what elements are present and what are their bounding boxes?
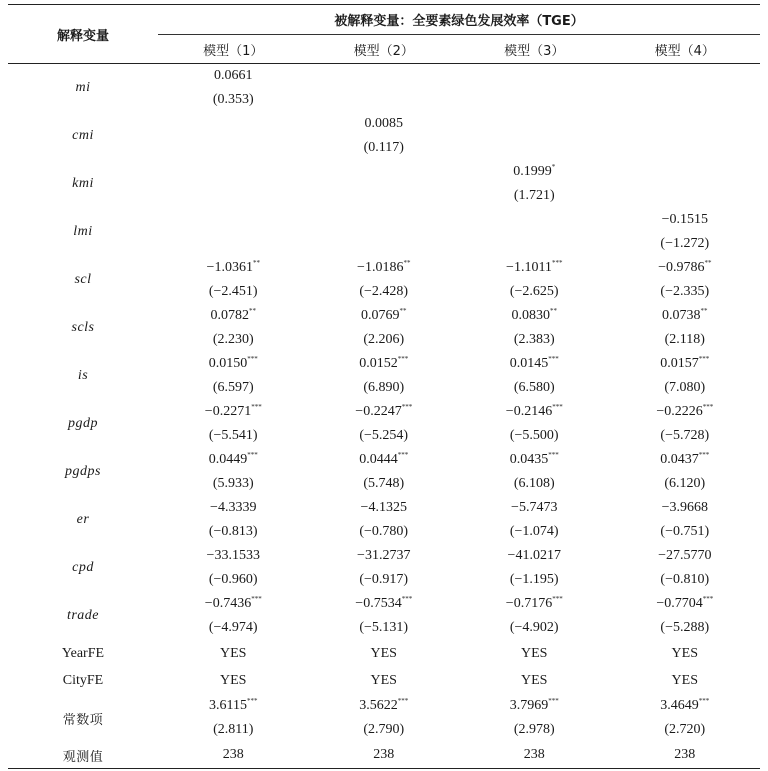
t-stat-cell xyxy=(309,184,460,208)
table-row-coef xyxy=(8,304,760,328)
significance-stars: *** xyxy=(397,451,409,459)
coef-cell xyxy=(158,544,309,568)
coef-value: −0.7704 xyxy=(656,596,703,611)
coef-value: −27.5770 xyxy=(658,548,712,563)
table-row-coef xyxy=(8,208,760,232)
coef-cell xyxy=(459,256,610,280)
variable-name: 观测值 xyxy=(62,749,104,765)
coef-value: −0.9786 xyxy=(658,260,705,275)
t-stat-cell: (2.383) xyxy=(513,332,555,347)
significance-stars: *** xyxy=(702,595,714,603)
fe-value-cell: YES xyxy=(220,645,247,661)
coef-cell xyxy=(459,352,610,376)
obs-value-cell: 238 xyxy=(674,747,696,762)
coef-cell xyxy=(610,496,761,520)
significance-stars: ** xyxy=(403,259,411,267)
t-stat-cell xyxy=(158,184,309,208)
coef-value: 0.0449 xyxy=(208,452,248,467)
t-stat-cell: (−1.195) xyxy=(509,572,559,587)
coef-cell xyxy=(309,544,460,568)
significance-stars: *** xyxy=(397,355,409,363)
t-stat-cell: (−4.902) xyxy=(509,620,559,635)
coef-value: 0.0661 xyxy=(214,68,253,83)
t-stat-cell xyxy=(610,136,761,160)
coef-cell xyxy=(610,544,761,568)
coef-cell xyxy=(158,160,309,184)
coef-value: −0.2146 xyxy=(505,404,553,419)
table-row-coef xyxy=(8,160,760,184)
coef-cell xyxy=(610,304,761,328)
t-stat-cell: (2.811) xyxy=(213,722,254,737)
t-stat-cell: (5.748) xyxy=(363,476,405,491)
t-stat-cell xyxy=(459,88,610,112)
significance-stars: *** xyxy=(401,403,413,411)
t-stat-cell xyxy=(610,88,761,112)
significance-stars: ** xyxy=(700,307,708,315)
coef-value: −0.1515 xyxy=(661,212,708,227)
coef-cell xyxy=(158,448,309,472)
fe-value-cell: YES xyxy=(521,672,548,688)
coef-value: −0.7534 xyxy=(355,596,402,611)
coef-value: 0.0150 xyxy=(208,356,248,371)
t-stat-cell: (6.120) xyxy=(664,476,706,491)
coef-cell xyxy=(610,448,761,472)
t-stat-cell: (−5.254) xyxy=(359,428,409,443)
t-stat-cell: (6.108) xyxy=(513,476,555,491)
coef-cell xyxy=(459,448,610,472)
variable-name: CityFE xyxy=(62,672,104,688)
coef-cell xyxy=(610,592,761,616)
coef-cell xyxy=(309,694,460,718)
table-row-coef xyxy=(8,112,760,136)
t-stat-cell: (7.080) xyxy=(664,380,706,395)
coef-cell xyxy=(459,64,610,89)
table-body xyxy=(8,64,760,769)
coef-cell xyxy=(158,208,309,232)
coef-value: 0.0738 xyxy=(662,308,701,323)
coef-value: 3.5622 xyxy=(359,698,398,713)
table-row-observations xyxy=(8,742,760,769)
t-stat-cell: (5.933) xyxy=(212,476,254,491)
header-model-4: 模型（4） xyxy=(610,35,761,64)
t-stat-cell: (1.721) xyxy=(513,188,555,203)
significance-stars: *** xyxy=(698,697,710,705)
coef-cell xyxy=(309,208,460,232)
regression-table xyxy=(8,4,760,769)
coef-cell xyxy=(309,304,460,328)
t-stat-cell: (2.206) xyxy=(363,332,405,347)
variable-name: is xyxy=(77,368,89,383)
variable-name: er xyxy=(76,512,90,527)
table-row-fixed-effect xyxy=(8,640,760,667)
significance-stars: *** xyxy=(401,595,413,603)
coef-value: −31.2737 xyxy=(357,548,411,563)
significance-stars: *** xyxy=(548,697,559,705)
t-stat-cell: (6.597) xyxy=(212,380,254,395)
variable-name: 常数项 xyxy=(62,712,104,728)
significance-stars: *** xyxy=(698,451,710,459)
coef-value: −4.1325 xyxy=(360,500,407,515)
t-stat-cell: (−2.451) xyxy=(208,284,258,299)
table-row-coef xyxy=(8,64,760,89)
coef-cell xyxy=(309,448,460,472)
significance-stars: *** xyxy=(246,697,258,705)
t-stat-cell: (0.117) xyxy=(363,140,404,155)
coef-value: 0.0145 xyxy=(509,356,549,371)
t-stat-cell xyxy=(610,184,761,208)
header-dependent-variable: 被解释变量：全要素绿色发展效率（TGE） xyxy=(158,5,760,35)
coef-value: −0.7436 xyxy=(204,596,252,611)
significance-stars: *** xyxy=(552,595,563,603)
variable-name: cmi xyxy=(72,128,94,143)
significance-stars: *** xyxy=(548,451,559,459)
t-stat-cell: (−5.541) xyxy=(208,428,258,443)
t-stat-cell xyxy=(459,136,610,160)
variable-name: kmi xyxy=(72,176,94,191)
t-stat-cell: (6.890) xyxy=(363,380,405,395)
t-stat-cell: (−5.500) xyxy=(509,428,559,443)
table-row-coef xyxy=(8,400,760,424)
coef-cell xyxy=(158,112,309,136)
variable-name: mi xyxy=(75,80,91,95)
significance-stars: *** xyxy=(251,595,262,603)
coef-value: 0.0444 xyxy=(359,452,398,467)
coef-value: 3.7969 xyxy=(509,698,549,713)
fe-value-cell: YES xyxy=(671,672,698,688)
coef-value: −4.3339 xyxy=(210,500,257,515)
significance-stars: ** xyxy=(399,307,407,315)
coef-value: −1.0361 xyxy=(206,260,253,275)
t-stat-cell: (−0.960) xyxy=(208,572,258,587)
significance-stars: *** xyxy=(552,403,563,411)
t-stat-cell xyxy=(158,136,309,160)
coef-cell xyxy=(158,694,309,718)
t-stat-cell: (−5.131) xyxy=(359,620,409,635)
t-stat-cell: (2.118) xyxy=(664,332,705,347)
obs-value-cell: 238 xyxy=(523,747,545,762)
t-stat-cell: (−0.751) xyxy=(660,524,710,539)
variable-name: trade xyxy=(66,608,100,623)
fe-value-cell: YES xyxy=(521,645,548,661)
coef-cell xyxy=(158,352,309,376)
t-stat-cell: (−0.917) xyxy=(359,572,409,587)
coef-value: 0.0157 xyxy=(660,356,699,371)
table-row-constant xyxy=(8,694,760,718)
t-stat-cell: (−5.288) xyxy=(660,620,710,635)
coef-cell xyxy=(309,400,460,424)
header-model-2: 模型（2） xyxy=(309,35,460,64)
t-stat-cell: (−1.074) xyxy=(509,524,559,539)
coef-cell xyxy=(610,352,761,376)
coef-value: 0.0830 xyxy=(511,308,550,323)
coef-cell xyxy=(158,400,309,424)
variable-name: lmi xyxy=(73,224,93,239)
coef-cell xyxy=(309,592,460,616)
t-stat-cell: (−0.813) xyxy=(208,524,258,539)
t-stat-cell: (2.230) xyxy=(212,332,254,347)
table-row-coef xyxy=(8,352,760,376)
coef-value: −1.1011 xyxy=(506,260,552,275)
regression-table-container xyxy=(8,4,760,769)
coef-cell xyxy=(309,256,460,280)
t-stat-cell: (−0.780) xyxy=(359,524,409,539)
obs-value-cell: 238 xyxy=(222,747,244,762)
t-stat-cell: (2.790) xyxy=(363,722,405,737)
coef-cell xyxy=(309,64,460,89)
coef-value: −0.2226 xyxy=(656,404,703,419)
t-stat-cell: (−5.728) xyxy=(660,428,710,443)
coef-cell xyxy=(459,694,610,718)
coef-cell xyxy=(158,256,309,280)
t-stat-cell xyxy=(158,232,309,256)
coef-value: 3.6115 xyxy=(209,698,247,713)
header-model-3: 模型（3） xyxy=(459,35,610,64)
significance-stars: *** xyxy=(548,355,559,363)
t-stat-cell xyxy=(309,232,460,256)
fe-value-cell: YES xyxy=(370,672,397,688)
coef-cell xyxy=(158,496,309,520)
significance-stars: ** xyxy=(249,307,256,315)
coef-cell xyxy=(459,400,610,424)
table-row-coef xyxy=(8,592,760,616)
coef-cell xyxy=(610,160,761,184)
significance-stars: *** xyxy=(551,259,563,267)
t-stat-cell xyxy=(459,232,610,256)
coef-value: 0.0769 xyxy=(361,308,400,323)
significance-stars: ** xyxy=(252,259,260,267)
coef-cell xyxy=(459,160,610,184)
coef-value: 0.0085 xyxy=(364,116,403,131)
t-stat-cell xyxy=(309,88,460,112)
variable-name: pgdps xyxy=(65,464,101,479)
header-variable: 解释变量 xyxy=(8,5,158,64)
coef-value: −41.0217 xyxy=(507,548,561,563)
coef-value: −0.2271 xyxy=(204,404,252,419)
variable-name: pgdp xyxy=(68,416,98,431)
coef-cell xyxy=(459,496,610,520)
significance-stars: *** xyxy=(247,451,258,459)
coef-cell xyxy=(610,64,761,89)
coef-cell xyxy=(309,496,460,520)
coef-value: 0.0782 xyxy=(210,308,249,323)
coef-cell xyxy=(158,304,309,328)
coef-cell xyxy=(309,160,460,184)
t-stat-cell: (6.580) xyxy=(513,380,555,395)
significance-stars: *** xyxy=(251,403,262,411)
header-row-1 xyxy=(8,5,760,35)
significance-stars: ** xyxy=(550,307,557,315)
coef-cell xyxy=(309,112,460,136)
header-model-1: 模型（1） xyxy=(158,35,309,64)
table-row-coef xyxy=(8,544,760,568)
coef-value: −0.7176 xyxy=(505,596,553,611)
table-row-fixed-effect xyxy=(8,667,760,694)
significance-stars: *** xyxy=(397,697,409,705)
significance-stars: ** xyxy=(704,259,712,267)
significance-stars: *** xyxy=(247,355,258,363)
variable-name: YearFE xyxy=(61,645,105,661)
coef-cell xyxy=(158,64,309,89)
coef-value: −3.9668 xyxy=(661,500,708,515)
coef-cell xyxy=(459,544,610,568)
t-stat-cell: (−2.335) xyxy=(660,284,710,299)
coef-value: 0.0437 xyxy=(660,452,699,467)
significance-stars: *** xyxy=(698,355,710,363)
variable-name: scl xyxy=(74,272,92,287)
fe-value-cell: YES xyxy=(370,645,397,661)
t-stat-cell: (2.978) xyxy=(513,722,555,737)
t-stat-cell: (2.720) xyxy=(664,722,706,737)
table-row-coef xyxy=(8,496,760,520)
coef-cell xyxy=(459,208,610,232)
coef-value: −1.0186 xyxy=(357,260,404,275)
obs-value-cell: 238 xyxy=(373,747,395,762)
coef-value: 0.0435 xyxy=(509,452,549,467)
table-row-coef xyxy=(8,448,760,472)
significance-stars: * xyxy=(551,163,556,171)
table-row-coef xyxy=(8,256,760,280)
fe-value-cell: YES xyxy=(671,645,698,661)
coef-cell xyxy=(459,592,610,616)
coef-value: 3.4649 xyxy=(660,698,699,713)
variable-name: cpd xyxy=(72,560,94,575)
variable-name: scls xyxy=(71,320,95,335)
coef-cell xyxy=(309,352,460,376)
coef-cell xyxy=(459,304,610,328)
fe-value-cell: YES xyxy=(220,672,247,688)
t-stat-cell: (−4.974) xyxy=(208,620,258,635)
t-stat-cell: (−2.428) xyxy=(359,284,409,299)
t-stat-cell: (0.353) xyxy=(212,92,254,107)
coef-cell xyxy=(158,592,309,616)
coef-value: 0.1999 xyxy=(513,164,552,179)
coef-cell xyxy=(610,256,761,280)
coef-cell xyxy=(610,694,761,718)
coef-value: −5.7473 xyxy=(511,500,558,515)
significance-stars: *** xyxy=(702,403,714,411)
t-stat-cell: (−1.272) xyxy=(660,236,710,251)
coef-value: −33.1533 xyxy=(206,548,260,563)
t-stat-cell: (−2.625) xyxy=(509,284,559,299)
coef-cell xyxy=(610,400,761,424)
coef-value: 0.0152 xyxy=(359,356,398,371)
coef-cell xyxy=(610,208,761,232)
coef-cell xyxy=(459,112,610,136)
coef-cell xyxy=(610,112,761,136)
t-stat-cell: (−0.810) xyxy=(660,572,710,587)
coef-value: −0.2247 xyxy=(355,404,402,419)
